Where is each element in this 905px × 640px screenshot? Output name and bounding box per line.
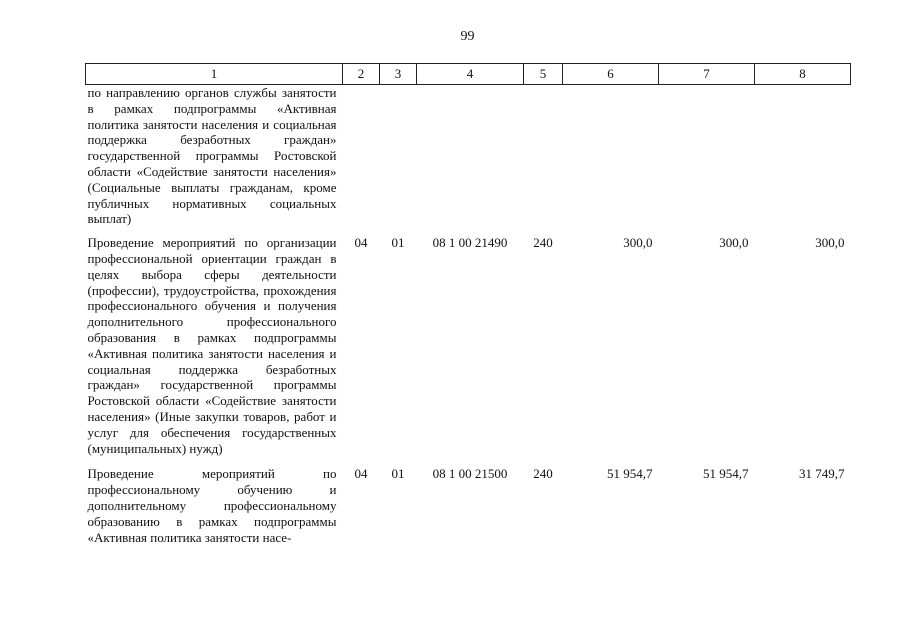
table-body (86, 85, 851, 546)
row-subsection: 01 (391, 235, 405, 251)
row-amount-2 (659, 85, 755, 236)
header-row (86, 64, 851, 85)
row-subsection (380, 85, 417, 236)
header-col-2: 2 (343, 64, 380, 85)
table-row (86, 85, 851, 236)
row-description: Проведение мероприятий по профессиональному обучению и дополнительному профессиональному образованию в рамках подпрограммы «Активная политика занятости насе- (87, 466, 337, 545)
row-amount-3 (755, 85, 851, 236)
row-expense-type: 240 (533, 235, 553, 251)
row-target-article (417, 85, 524, 236)
row-amount-1: 300,0 (623, 235, 653, 251)
header-col-1: 1 (86, 64, 343, 85)
header-col-4: 4 (417, 64, 524, 85)
budget-table (85, 63, 851, 545)
row-section: 04 (354, 235, 368, 251)
row-target-article: 08 1 00 21500 (432, 466, 508, 482)
header-col-6: 6 (563, 64, 659, 85)
row-expense-type: 240 (533, 466, 553, 482)
row-subsection: 01 (391, 466, 405, 482)
row-amount-3: 300,0 (815, 235, 845, 251)
row-amount-2: 51 954,7 (703, 466, 749, 482)
table-row (86, 466, 851, 545)
row-amount-1: 51 954,7 (607, 466, 653, 482)
row-amount-2: 300,0 (719, 235, 749, 251)
header-col-3: 3 (380, 64, 417, 85)
header-col-5: 5 (524, 64, 563, 85)
header-col-7: 7 (659, 64, 755, 85)
header-col-8: 8 (755, 64, 851, 85)
row-expense-type (524, 85, 563, 236)
row-description: по направлению органов службы занятости в рамках подпрограммы «Активная политика занятости населения и социальная поддержка безработных граждан» государственной программы Ростовской области «Содействие занятости населения» (Социальные выплаты гражданам, кроме публичных нормативных социальных выплат) (87, 85, 337, 227)
row-description: Проведение мероприятий по организации профессиональной ориентации граждан в целях выбора сферы деятельности (профессии), трудоустройства, прохождения профессионального обучения и получения дополнительного профессионального образования в рамках подпрограммы «Активная политика занятости населения и социальная поддержка безработных граждан» государственной программы Ростовской области «Содействие занятости населения» (Иные закупки товаров, работ и услуг для обеспечения государственных (муниципальных) нужд) (87, 235, 337, 456)
row-section: 04 (354, 466, 368, 482)
row-section (343, 85, 380, 236)
row-amount-3: 31 749,7 (799, 466, 845, 482)
row-target-article: 08 1 00 21490 (432, 235, 508, 251)
table-header (86, 64, 851, 85)
page-number: 99 (460, 29, 475, 44)
table-row (86, 235, 851, 466)
row-amount-1 (563, 85, 659, 236)
